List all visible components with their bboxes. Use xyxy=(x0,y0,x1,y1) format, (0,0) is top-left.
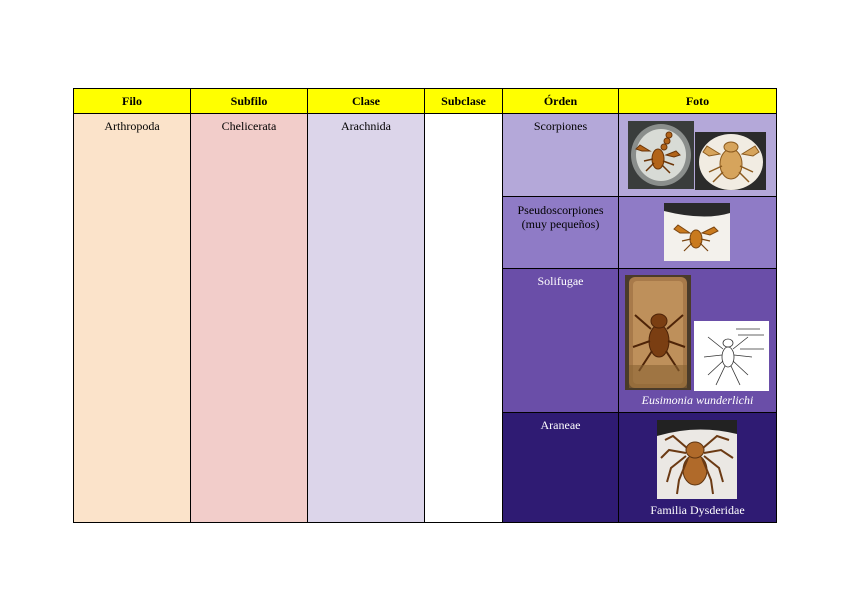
araneae-photo xyxy=(657,420,737,499)
foto-scorpiones-cell xyxy=(619,114,777,197)
header-subclase: Subclase xyxy=(425,89,503,114)
header-clase: Clase xyxy=(308,89,425,114)
taxonomy-table xyxy=(73,88,777,523)
scorpion-photo-2 xyxy=(695,132,766,190)
filo-value: Arthropoda xyxy=(104,119,160,133)
orden-solifugae-cell xyxy=(503,269,619,413)
clase-value: Arachnida xyxy=(341,119,391,133)
pseudoscorpion-photo xyxy=(664,203,730,261)
foto-pseudoscorpiones-cell xyxy=(619,197,777,269)
table-row xyxy=(74,114,777,197)
orden-araneae-cell xyxy=(503,413,619,523)
orden-pseudoscorpiones-cell xyxy=(503,197,619,269)
foto-araneae-cell xyxy=(619,413,777,523)
header-orden: Órden xyxy=(503,89,619,114)
scorpion-photo-1 xyxy=(628,121,694,189)
foto-solifugae-cell xyxy=(619,269,777,413)
solifugae-drawing xyxy=(694,321,769,391)
orden-solifugae: Solifugae xyxy=(537,274,584,288)
header-filo: Filo xyxy=(74,89,191,114)
filo-cell xyxy=(74,114,191,523)
araneae-caption: Familia Dysderidae xyxy=(650,503,745,517)
orden-pseudoscorpiones: Pseudoscorpiones xyxy=(517,203,604,217)
header-row xyxy=(74,89,777,114)
subfilo-value: Chelicerata xyxy=(221,119,277,133)
header-subfilo: Subfilo xyxy=(191,89,308,114)
clase-cell xyxy=(308,114,425,523)
orden-pseudoscorpiones-note: (muy pequeños) xyxy=(521,217,600,231)
orden-araneae: Araneae xyxy=(540,418,581,432)
orden-scorpiones-cell xyxy=(503,114,619,197)
solifugae-photo xyxy=(625,275,691,390)
solifugae-caption: Eusimonia wunderlichi xyxy=(641,393,754,407)
subclase-value xyxy=(425,114,502,119)
header-foto: Foto xyxy=(619,89,777,114)
orden-scorpiones: Scorpiones xyxy=(533,119,588,133)
subclase-cell xyxy=(425,114,503,523)
subfilo-cell xyxy=(191,114,308,523)
